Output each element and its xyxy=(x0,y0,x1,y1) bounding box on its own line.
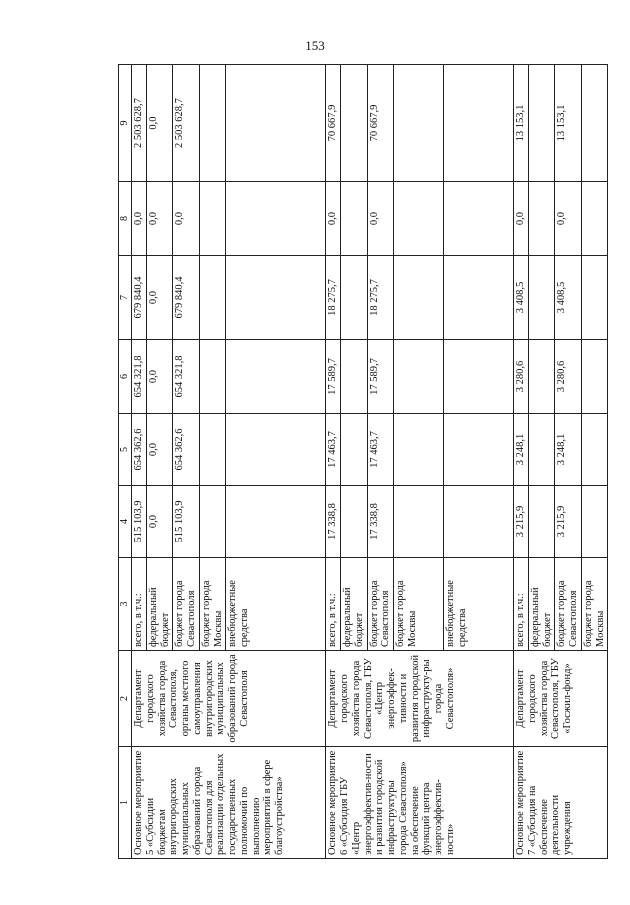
column-number: 5 xyxy=(119,414,132,486)
value-cell: 2 503 628,7 xyxy=(132,65,147,182)
value-cell: 654 321,8 xyxy=(132,340,147,414)
value-cell: 18 275,7 xyxy=(326,256,341,340)
value-cell: 70 667,9 xyxy=(367,65,394,182)
value-cell xyxy=(341,340,368,414)
value-cell: 0,0 xyxy=(173,182,200,256)
value-cell: 679 840,4 xyxy=(173,256,200,340)
value-cell: 3 280,6 xyxy=(555,340,582,414)
value-cell xyxy=(199,65,226,182)
table-row xyxy=(132,65,147,859)
column-number: 6 xyxy=(119,340,132,414)
value-cell xyxy=(581,182,608,256)
funding-source: бюджет города Севастополя xyxy=(367,558,394,651)
table-row xyxy=(326,65,341,859)
column-number-row xyxy=(119,65,132,859)
funding-source: всего, в т.ч.: xyxy=(326,558,341,651)
page-number: 153 xyxy=(305,38,325,53)
funding-source: федеральный бюджет xyxy=(528,558,555,651)
value-cell xyxy=(341,486,368,558)
value-cell xyxy=(528,414,555,486)
funding-source: федеральный бюджет xyxy=(146,558,173,651)
value-cell xyxy=(528,486,555,558)
value-cell: 17 589,7 xyxy=(326,340,341,414)
value-cell xyxy=(199,256,226,340)
column-number: 3 xyxy=(119,558,132,651)
value-cell xyxy=(394,182,444,256)
column-number: 2 xyxy=(119,651,132,747)
value-cell xyxy=(581,65,608,182)
value-cell xyxy=(341,182,368,256)
value-cell xyxy=(581,340,608,414)
value-cell xyxy=(226,414,326,486)
value-cell: 679 840,4 xyxy=(132,256,147,340)
value-cell: 0,0 xyxy=(367,182,394,256)
value-cell xyxy=(199,182,226,256)
value-cell xyxy=(394,340,444,414)
funding-source: бюджет города Москвы xyxy=(581,558,608,651)
value-cell xyxy=(444,65,514,182)
funding-source: всего, в т.ч.: xyxy=(514,558,529,651)
value-cell xyxy=(394,414,444,486)
value-cell xyxy=(226,65,326,182)
value-cell: 0,0 xyxy=(146,340,173,414)
value-cell: 3 280,6 xyxy=(514,340,529,414)
value-cell xyxy=(341,414,368,486)
value-cell xyxy=(528,65,555,182)
table-row xyxy=(514,65,529,859)
activity-name: Основное мероприятие 6 «Субсидия ГБУ «Центр энергоэффектив-ности и развития городской инфраструктуры города Севастополя» на обеспечение функций центра энергоэффектив-ности» xyxy=(326,747,514,859)
value-cell: 515 103,9 xyxy=(132,486,147,558)
value-cell: 0,0 xyxy=(146,256,173,340)
value-cell: 3 248,1 xyxy=(514,414,529,486)
column-number: 1 xyxy=(119,747,132,859)
value-cell: 515 103,9 xyxy=(173,486,200,558)
value-cell xyxy=(199,414,226,486)
value-cell xyxy=(444,340,514,414)
value-cell xyxy=(444,414,514,486)
value-cell xyxy=(444,486,514,558)
funding-source: всего, в т.ч.: xyxy=(132,558,147,651)
value-cell: 0,0 xyxy=(146,182,173,256)
funding-source: бюджет города Севастополя xyxy=(173,558,200,651)
funding-source: бюджет города Москвы xyxy=(394,558,444,651)
value-cell: 0,0 xyxy=(146,65,173,182)
value-cell xyxy=(341,256,368,340)
value-cell xyxy=(199,340,226,414)
value-cell xyxy=(394,256,444,340)
value-cell xyxy=(199,486,226,558)
value-cell: 17 463,7 xyxy=(367,414,394,486)
table-container xyxy=(118,65,606,859)
value-cell xyxy=(528,256,555,340)
activity-executor: Департамент городского хозяйства города Севастополя, ГБУ «Госжил-фонд» xyxy=(514,651,608,747)
value-cell: 3 408,5 xyxy=(555,256,582,340)
activity-executor: Департамент городского хозяйства города Севастополя, ГБУ «Центр энергоэффек-тивности и развития городской инфраструкту-ры города Севастополя» xyxy=(326,651,514,747)
value-cell: 0,0 xyxy=(146,486,173,558)
value-cell: 18 275,7 xyxy=(367,256,394,340)
value-cell xyxy=(444,256,514,340)
value-cell: 0,0 xyxy=(555,182,582,256)
value-cell xyxy=(444,182,514,256)
value-cell: 3 408,5 xyxy=(514,256,529,340)
value-cell: 3 215,9 xyxy=(514,486,529,558)
funding-source: федеральный бюджет xyxy=(341,558,368,651)
value-cell: 17 589,7 xyxy=(367,340,394,414)
value-cell xyxy=(394,486,444,558)
value-cell: 0,0 xyxy=(326,182,341,256)
value-cell: 0,0 xyxy=(132,182,147,256)
value-cell xyxy=(226,486,326,558)
value-cell: 654 362,6 xyxy=(173,414,200,486)
funding-source: внебюджетные средства xyxy=(444,558,514,651)
value-cell: 70 667,9 xyxy=(326,65,341,182)
activity-executor: Департамент городского хозяйства города Севастополя, органы местного самоуправления внутригородских муниципальных образований города Севастополя xyxy=(132,651,326,747)
value-cell: 13 153,1 xyxy=(514,65,529,182)
value-cell xyxy=(528,340,555,414)
value-cell xyxy=(341,65,368,182)
value-cell: 0,0 xyxy=(514,182,529,256)
value-cell: 3 248,1 xyxy=(555,414,582,486)
column-number: 9 xyxy=(119,65,132,182)
funding-source: бюджет города Москвы xyxy=(199,558,226,651)
value-cell: 3 215,9 xyxy=(555,486,582,558)
value-cell xyxy=(226,182,326,256)
column-number: 4 xyxy=(119,486,132,558)
activity-name: Основное мероприятие 7 «Субсидия на обеспечение деятельности учреждения xyxy=(514,747,608,859)
value-cell xyxy=(394,65,444,182)
value-cell xyxy=(581,414,608,486)
value-cell: 654 362,6 xyxy=(132,414,147,486)
value-cell: 13 153,1 xyxy=(555,65,582,182)
value-cell: 17 338,8 xyxy=(367,486,394,558)
value-cell xyxy=(581,486,608,558)
value-cell: 17 338,8 xyxy=(326,486,341,558)
funding-source: бюджет города Севастополя xyxy=(555,558,582,651)
value-cell: 2 503 628,7 xyxy=(173,65,200,182)
value-cell xyxy=(226,256,326,340)
value-cell xyxy=(528,182,555,256)
value-cell xyxy=(581,256,608,340)
funding-source: внебюджетные средства xyxy=(226,558,326,651)
value-cell: 0,0 xyxy=(146,414,173,486)
activity-name: Основное мероприятие 5 «Субсидии бюджетам внутригородских муниципальных образований города Севастополя для реализации отдельных государственных полномочий по выполнению мероприятий в сфере благоустройства» xyxy=(132,747,326,859)
value-cell: 17 463,7 xyxy=(326,414,341,486)
column-number: 7 xyxy=(119,256,132,340)
value-cell xyxy=(226,340,326,414)
value-cell: 654 321,8 xyxy=(173,340,200,414)
column-number: 8 xyxy=(119,182,132,256)
budget-table xyxy=(118,64,608,859)
